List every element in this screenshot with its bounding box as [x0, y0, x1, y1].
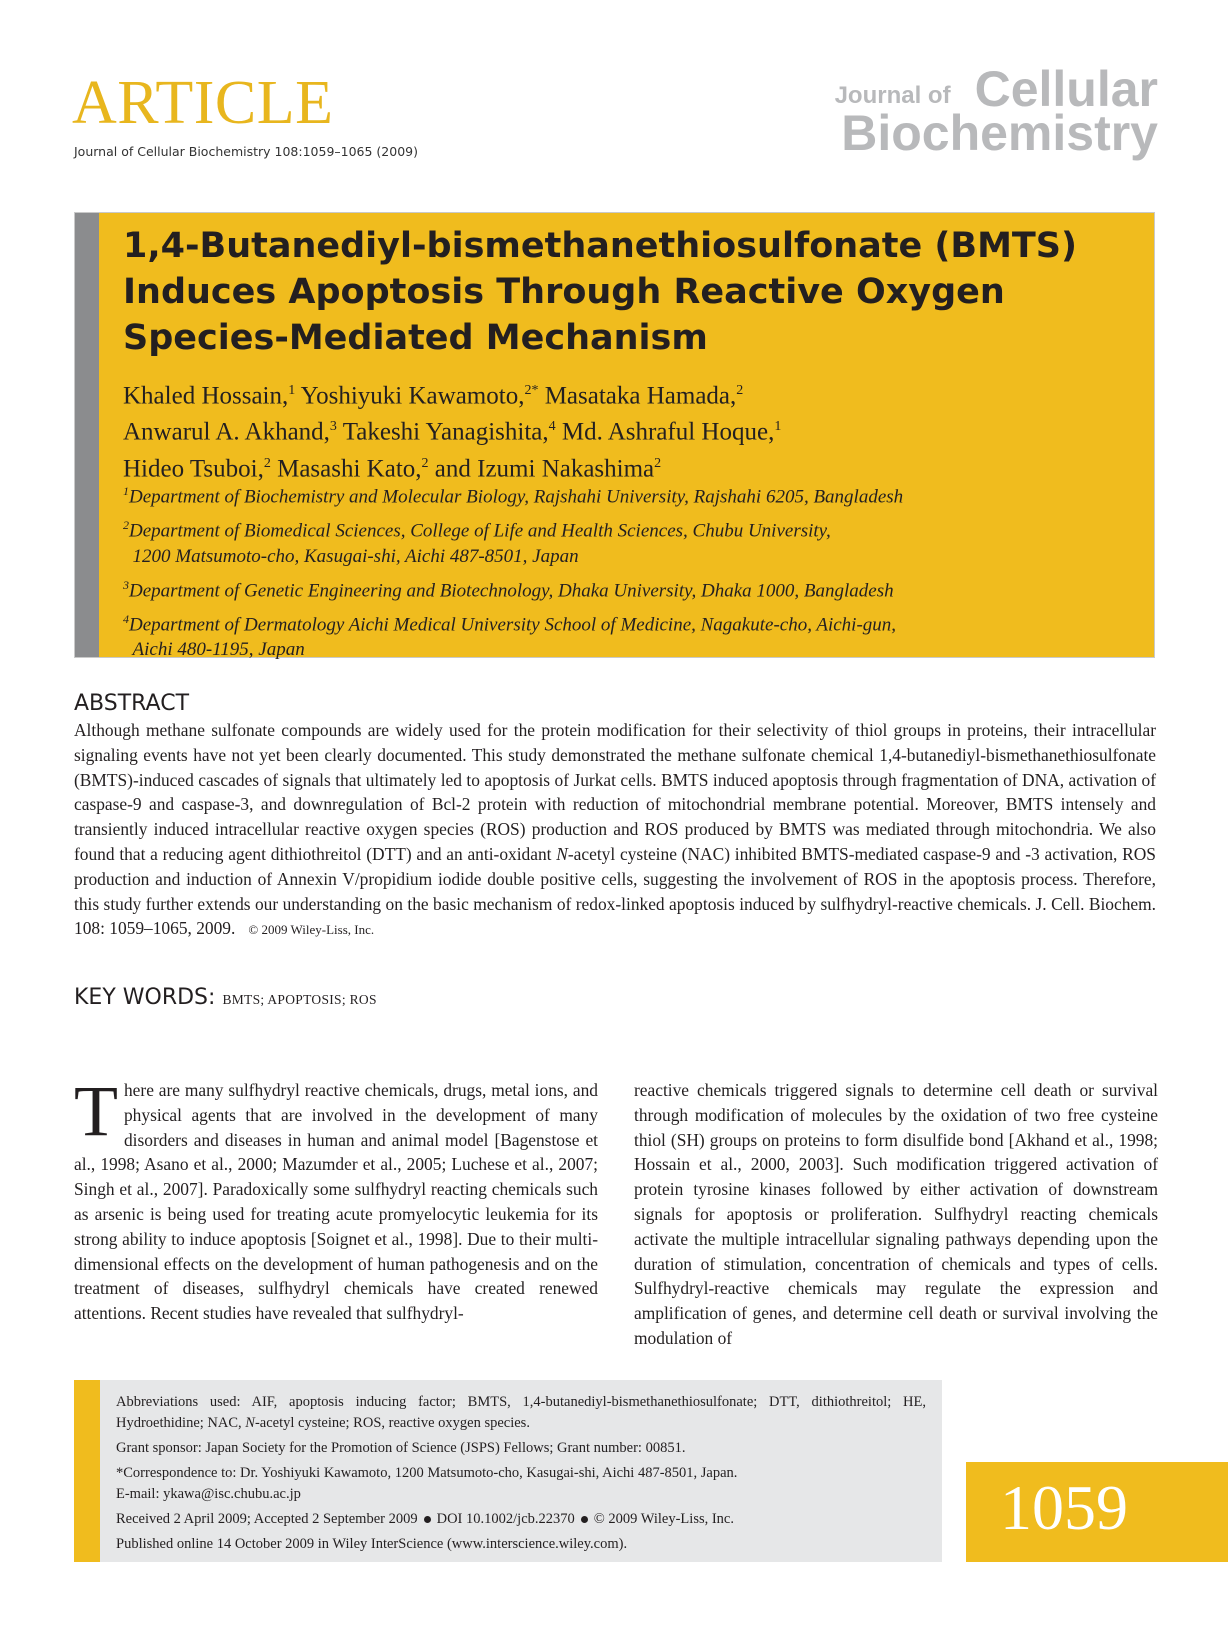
journal-citation: Journal of Cellular Biochemistry 108:1059–1065 (2009) — [74, 144, 418, 159]
affiliation-text: Department of Biochemistry and Molecular Biology, Rajshahi University, Rajshahi 6205, Bangladesh — [129, 486, 904, 508]
drop-cap: T — [74, 1071, 118, 1151]
received-text: Received 2 April 2009; Accepted 2 September 2009 — [116, 1511, 418, 1527]
footnote-box — [74, 1380, 942, 1562]
title-line: Induces Apoptosis Through Reactive Oxygen — [123, 272, 1005, 312]
author-name: and Izumi Nakashima — [434, 454, 655, 482]
keywords-value: BMTS; APOPTOSIS; ROS — [222, 992, 377, 1007]
title-line: Species-Mediated Mechanism — [123, 318, 708, 358]
affiliation — [123, 513, 1123, 568]
abbrev-part: Abbreviations used: AIF, apoptosis inducing factor; BMTS, 1,4-butanediyl-bismethanethiosulfonate; DTT, dithiothreitol; HE, Hydroethidine; NAC, — [116, 1394, 926, 1431]
abstract-copyright: © 2009 Wiley-Liss, Inc. — [248, 922, 375, 938]
footnote-correspondence — [116, 1463, 926, 1505]
body-column-left — [74, 1071, 598, 1326]
author-affil-sup: 1 — [288, 383, 296, 398]
author-affil-sup: 2* — [524, 383, 539, 398]
abbrev-italic: N — [245, 1415, 255, 1431]
footnote-abbreviations — [116, 1392, 926, 1434]
body-text: here are many sulfhydryl reactive chemicals, drugs, metal ions, and physical agents that are involved in the development of many disorders and diseases in human and animal model [Bagenstose et al., 1998; Asano et al., 2000; Mazumder et al., 2005; Luchese et al., 2007; Singh et al., 2007]. Paradoxically some sulfhydryl reacting chemicals such as arsenic is being used for treating acute promyelocytic leukemia for its strong ability to induce apoptosis [Soignet et al., 1998]. Due to their multi-dimensional effects on the development of human pathogenesis and on the treatment of diseases, sulfhydryl chemicals have created renewed attentions. Recent studies have revealed that sulfhydryl- — [74, 1080, 598, 1324]
author-affil-sup: 3 — [329, 419, 337, 435]
affiliation — [123, 573, 1123, 603]
page-number: 1059 — [1000, 1472, 1128, 1543]
footnote-copyright: © 2009 Wiley-Liss, Inc. — [593, 1511, 734, 1527]
article-title — [123, 223, 1083, 361]
doi-text: DOI 10.1002/jcb.22370 — [436, 1511, 575, 1527]
bullet-icon — [581, 1516, 588, 1523]
author-name: Hideo Tsuboi, — [123, 454, 264, 482]
abbrev-part: -acetyl cysteine; ROS, reactive oxygen species. — [254, 1415, 530, 1431]
journal-logo-cellular: Cellular — [974, 61, 1158, 117]
correspondence-text: *Correspondence to: Dr. Yoshiyuki Kawamoto, 1200 Matsumoto-cho, Kasugai-shi, Aichi 487-8501, Japan. — [116, 1465, 738, 1481]
bullet-icon — [424, 1516, 431, 1523]
title-line: 1,4-Butanediyl-bismethanethiosulfonate (BMTS) — [123, 226, 1078, 266]
author-name: Masashi Kato, — [277, 454, 422, 482]
journal-logo-of: Journal of — [834, 81, 951, 109]
author-name: Md. Ashraful Hoque, — [561, 418, 775, 446]
author-name: Anwarul A. Akhand, — [123, 418, 330, 446]
author-affil-sup: 1 — [774, 419, 782, 435]
keywords — [74, 985, 377, 1010]
abstract-text — [74, 718, 1156, 943]
author-name: Khaled Hossain, — [123, 382, 289, 410]
correspondence-email: E-mail: ykawa@isc.chubu.ac.jp — [116, 1486, 301, 1502]
footnote-grant: Grant sponsor: Japan Society for the Promotion of Science (JSPS) Fellows; Grant number: 00851. — [116, 1440, 686, 1456]
footnote-published: Published online 14 October 2009 in Wiley InterScience (www.interscience.wiley.com). — [116, 1536, 628, 1552]
footnote-received — [116, 1509, 926, 1530]
journal-logo-biochemistry: Biochemistry — [841, 105, 1158, 161]
abstract-italic: N — [556, 843, 568, 864]
affiliation-number: 2 — [123, 518, 129, 533]
author-affil-sup: 2 — [421, 455, 429, 471]
title-box-gray-bar — [75, 213, 99, 657]
author-affil-sup: 4 — [548, 419, 556, 435]
footnote-accent-bar — [74, 1380, 100, 1562]
journal-logo — [834, 61, 1158, 161]
affiliation-text: Department of Genetic Engineering and Biotechnology, Dhaka University, Dhaka 1000, Bangladesh — [129, 579, 894, 601]
affiliation-number: 1 — [123, 484, 129, 498]
author-affil-sup: 2 — [654, 455, 662, 471]
affiliation-number: 3 — [123, 577, 129, 592]
author-list — [123, 375, 1123, 484]
affiliation-text-cont: Aichi 480-1195, Japan — [132, 639, 305, 661]
author-affil-sup: 2 — [736, 383, 744, 398]
abstract-part: -acetyl cysteine (NAC) inhibited BMTS-mediated caspase-9 and -3 activation, ROS production and induction of Annexin V/propidium iodide double positive cells, suggesting the involvement of ROS in the apoptosis process. Therefore, this study further extends our understanding on the basic mechanism of redox-linked apoptosis induced by sulfhydryl-reactive chemicals. J. Cell. Biochem. 108: 1059–1065, 2009. — [74, 843, 1156, 939]
abstract-heading: ABSTRACT — [74, 691, 190, 716]
keywords-label: KEY WORDS: — [74, 985, 216, 1010]
body-text: reactive chemicals triggered signals to determine cell death or survival through modification of molecules by the oxidation of two free cysteine thiol (SH) groups on proteins to form disulfide bond [Akhand et al., 1998; Hossain et al., 2000, 2003]. Such modification triggered activation of protein tyrosine kinases followed by either activation of downstream signals for apoptosis or proliferation. Sulfhydryl reacting chemicals activate the multiple intracellular signaling pathways depending upon the duration of stimulation, concentration of chemicals and types of cells. Sulfhydryl-reactive chemicals may regulate the expression and amplification of genes, and determine cell death or survival involving the modulation of — [634, 1080, 1158, 1348]
author-name: Masataka Hamada, — [544, 382, 737, 410]
footnote-text — [116, 1392, 926, 1559]
affiliation — [123, 607, 1123, 662]
author-affil-sup: 2 — [263, 455, 271, 471]
author-name: Yoshiyuki Kawamoto, — [300, 382, 525, 410]
author-name: Takeshi Yanagishita, — [342, 418, 549, 446]
affiliation-text: Department of Dermatology Aichi Medical University School of Medicine, Nagakute-cho, Aichi-gun, — [129, 614, 897, 636]
body-column-right — [634, 1078, 1158, 1351]
abstract-part: Although methane sulfonate compounds are widely used for the protein modification for their selectivity of thiol groups in proteins, their intracellular signaling events have not yet been clearly documented. This study demonstrated the methane sulfonate chemical 1,4-butanediyl-bismethanethiosulfonate (BMTS)-induced cascades of signals that ultimately led to apoptosis of Jurkat cells. BMTS induced apoptosis through fragmentation of DNA, activation of caspase-9 and caspase-3, and downregulation of Bcl-2 protein with reduction of mitochondrial membrane potential. Moreover, BMTS intensely and transiently induced intracellular reactive oxygen species (ROS) production and ROS produced by BMTS was mediated through mitochondria. We also found that a reducing agent dithiothreitol (DTT) and an anti-oxidant — [74, 720, 1156, 864]
affiliation-list — [123, 479, 1123, 666]
affiliation-text-cont: 1200 Matsumoto-cho, Kasugai-shi, Aichi 487-8501, Japan — [132, 545, 579, 567]
page-number-box — [966, 1462, 1228, 1562]
affiliation-text: Department of Biomedical Sciences, College of Life and Health Sciences, Chubu University, — [129, 520, 831, 542]
article-label: ARTICLE — [72, 69, 334, 137]
title-box — [74, 212, 1155, 661]
affiliation-number: 4 — [123, 611, 129, 626]
affiliation — [123, 479, 1123, 509]
